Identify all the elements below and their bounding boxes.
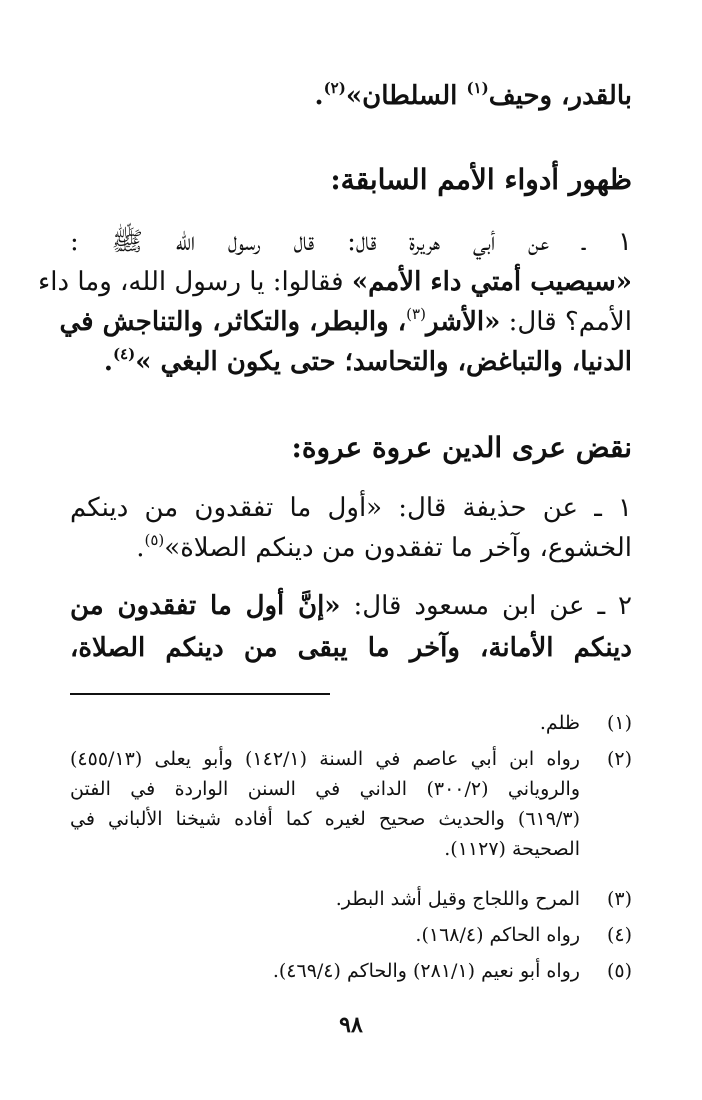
footnote-separator	[70, 693, 330, 695]
footnote-4	[70, 920, 632, 950]
paragraph-1-line-1: ١ ـ عن أبي هريرة قال: قال رسول الله ﷺ :	[70, 227, 632, 257]
section-heading-2: نقض عرى الدين عروة عروة:	[291, 431, 632, 464]
footnote-number: (٢)	[606, 748, 632, 770]
footnote-text: رواه ابن أبي عاصم في السنة (١٤٢/١) وأبو يعلى (٤٥٥/١٣)	[70, 748, 580, 770]
text-segment: .	[136, 533, 145, 563]
paragraph-1-line-4	[104, 342, 632, 382]
text-segment: بالقدر، وحيف	[488, 81, 632, 111]
text-line-1	[315, 76, 633, 116]
book-page	[38, 0, 632, 1100]
footnote-text: المرح واللجاج وقيل أشد البطر.	[335, 888, 580, 910]
text-segment: .	[103, 347, 113, 377]
footnote-number: (٤)	[606, 924, 632, 946]
text-segment: .	[314, 81, 324, 111]
footnote-2	[70, 744, 632, 864]
paragraph-1-line-3	[59, 302, 632, 342]
quote-bold: ، والبطر، والتكاثر، والتناجش في	[59, 307, 407, 337]
footnote-text: ظلم.	[539, 712, 580, 734]
footnote-3	[70, 884, 632, 914]
footnote-ref-4[interactable]: (٤)	[112, 345, 136, 363]
paragraph-3-line-2: دينكم الأمانة، وآخر ما يبقى من دينكم الصلاة،	[70, 633, 632, 663]
footnote-text: رواه أبو نعيم (٢٨١/١) والحاكم (٤٦٩/٤).	[272, 960, 580, 982]
footnote-ref-5[interactable]: (٥)	[144, 531, 165, 549]
footnote-number: (١)	[606, 712, 632, 734]
paragraph-2-line-2	[136, 528, 632, 568]
footnote-text: رواه الحاكم (١٦٨/٤).	[415, 924, 580, 946]
footnote-number: (٣)	[606, 888, 632, 910]
text-segment: الخشوع، وآخر ما تفقدون من دينكم الصلاة»	[164, 533, 632, 563]
section-heading-1: ظهور أدواء الأمم السابقة:	[330, 163, 632, 196]
footnote-1	[70, 708, 632, 738]
footnote-number: (٥)	[606, 960, 632, 982]
footnote-text: الصحيحة (١١٢٧).	[444, 838, 580, 860]
footnote-ref-1[interactable]: (١)	[466, 79, 489, 97]
quote-bold: «الأشر	[425, 307, 501, 337]
text-segment: ٢ ـ عن ابن مسعود قال:	[340, 591, 632, 621]
paragraph-1-line-2	[38, 262, 632, 302]
text-segment: فقالوا: يا رسول الله، وما داء	[38, 267, 352, 297]
footnote-text: والروياني (٣٠٠/٢) الداني في السنن الواردة في الفتن	[70, 778, 580, 800]
quote-bold: «سيصيب أمتي داء الأمم»	[351, 267, 632, 297]
quote-bold: «إنَّ أول ما تفقدون من	[70, 591, 341, 621]
page-number: ٩٨	[339, 1012, 363, 1038]
paragraph-2-line-1: ١ ـ عن حذيفة قال: «أول ما تفقدون من دينكم	[70, 493, 632, 523]
text-segment: الأمم؟ قال:	[500, 307, 632, 337]
quote-bold: الدنيا، والتباغض، والتحاسد؛ حتى يكون البغي »	[135, 347, 632, 377]
footnote-5	[70, 956, 632, 986]
text-segment: السلطان»	[345, 81, 467, 111]
footnote-ref-2[interactable]: (٢)	[323, 79, 346, 97]
footnote-ref-3[interactable]: (٣)	[406, 305, 426, 323]
paragraph-3-line-1	[70, 586, 632, 626]
footnote-text: (٦١٩/٣) والحديث صحيح لغيره كما أفاده شيخنا الألباني في	[70, 808, 580, 830]
